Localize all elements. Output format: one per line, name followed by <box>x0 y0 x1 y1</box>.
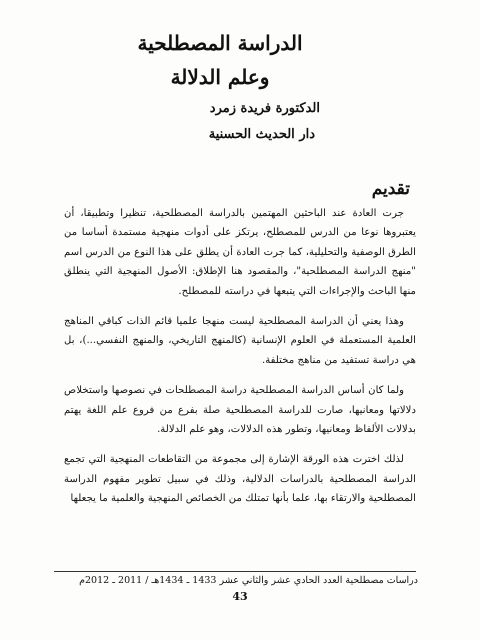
body-text <box>64 204 416 520</box>
footer-divider <box>54 571 416 572</box>
paragraph-4: لذلك اخترت هذه الورقة الإشارة إلى مجموعة من التقاطعات المنهجية التي تجمع الدراسة المصطلحية بالدراسات الدلالية، وذلك في سبيل تطوير مفهوم الدراسة المصطلحية والارتقاء بها، علما بأنها تمتلك من الخصائص المنهجية والعلمية ما يجعلها <box>64 454 416 505</box>
title-line-1: الدراسة المصطلحية <box>137 31 303 55</box>
paragraph-3: ولما كان أساس الدراسة المصطلحية دراسة المصطلحات في نصوصها واستخلاص دلالاتها ومعانيها، صارت للدراسة المصطلحية صلة بفرع من فروع علم اللغة يهتم بدلالات الألفاظ ومعانيها، وتطور هذه الدلالات، وهو علم الدلالة. <box>64 385 416 436</box>
section-heading: تقديم <box>371 179 410 199</box>
author-name: الدكتورة فريدة زمرد <box>209 101 320 116</box>
paragraph-1: جرت العادة عند الباحثين المهتمين بالدراسة المصطلحية، تنظيرا وتطبيقا، أن يعتبروها نوعا من الدرس للمصطلح، يرتكز على أدوات منهجية مستمدة أساسا من الطرق الوصفية والتحليلية، كما جرت العادة أن يطلق على هذا النوع من الدرس اسم "منهج الدراسة المصطلحية"، والمقصود هنا الإطلاق: الأصول المنهجية التي ينطلق منها الباحث والإجراءات التي يتبعها في دراسته للمصطلح. <box>64 208 416 297</box>
page-number: 43 <box>232 590 248 603</box>
paragraph-2: وهذا يعني أن الدراسة المصطلحية ليست منهجا علميا قائم الذات كباقي المناهج العلمية المستعملة في العلوم الإنسانية (كالمنهج التاريخي، والمنهج النفسي...)، بل هي دراسة تستفيد من مناهج مختلفة. <box>64 316 416 366</box>
journal-footer: دراسات مصطلحية العدد الحادي عشر والثاني عشر 1433 ـ 1434هـ / 2011 ـ 2012م <box>79 575 418 586</box>
title-line-2: وعلم الدلالة <box>170 65 270 89</box>
author-affiliation: دار الحديث الحسنية <box>208 127 315 142</box>
